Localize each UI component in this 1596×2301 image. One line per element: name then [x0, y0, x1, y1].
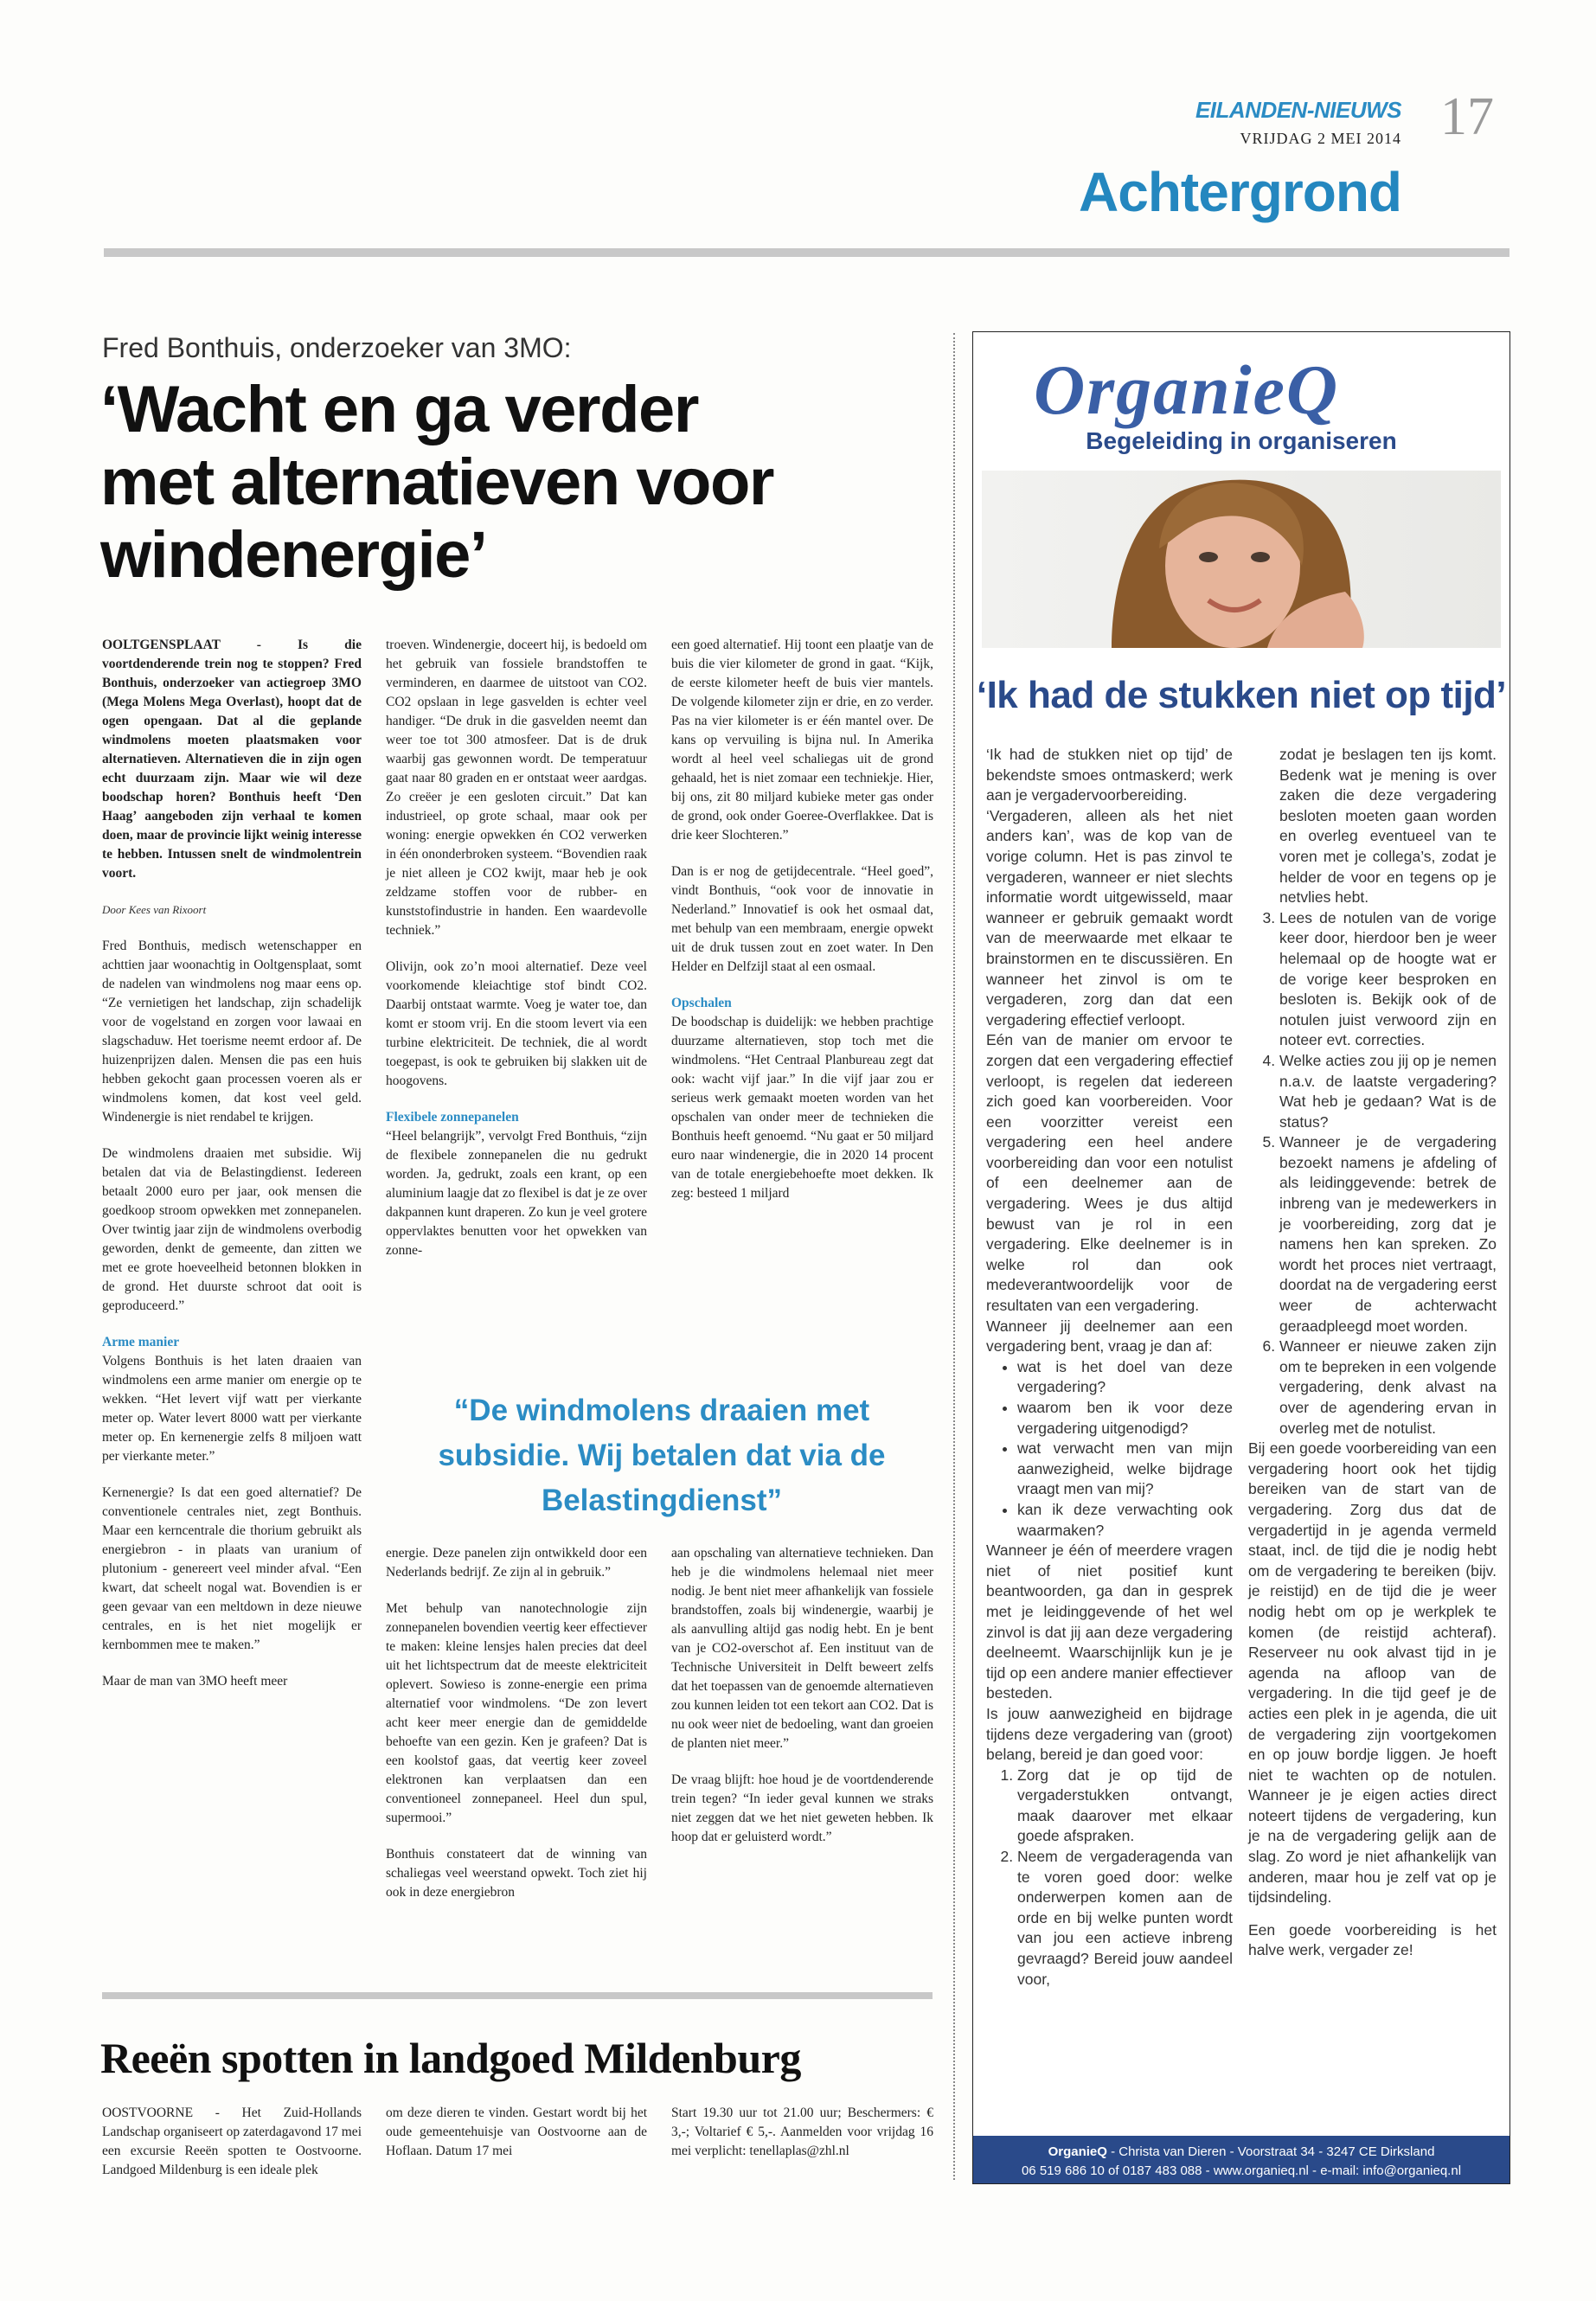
paragraph: De windmolens draaien met subsidie. Wij betalen dat via de Belastingdienst. Iedereen betaalt 2000 euro per jaar, ook mensen die goedkoop stroom opwekken met zonnepanelen. Over twintig jaar zijn de windmolens overbodig geworden, denkt de gemeente, dan zitten we met ee grote hoeveelheid betonnen blokken in de grond. Het duurste schroot dat ooit is geproduceerd.”: [102, 1146, 362, 1313]
paragraph: zodat je beslagen ten ijs komt. Bedenk wat je mening is over zaken die deze vergadering besloten moeten gaan worden en overleg eventueel van te voren met je collega’s, zodat je helder de voor en tegens op je netvlies hebt.: [1279, 746, 1497, 907]
article-column-3-continued: [671, 1544, 933, 1864]
article-kicker: Fred Bonthuis, onderzoeker van 3MO:: [102, 332, 572, 363]
advertisement: [972, 331, 1510, 2184]
paragraph: Wanneer je één of meerdere vragen niet of niet positief kunt beantwoorden, ga dan in gesprek met je leidinggevende of het wel zinvol is dat jij aan deze vergadering deelneemt. Waarschijnlijk kun je je tijd op een andere manier effectiever besteden.: [986, 1541, 1233, 1702]
portrait-photo: [982, 471, 1501, 648]
article2-headline: Reeën spotten in landgoed Mildenburg: [100, 2034, 801, 2082]
ad-column-right: [1248, 745, 1497, 1961]
list-item: 2. Neem de vergaderagenda van te voren goed door: welke onderwerpen komen aan de orde en bij welke punten wordt van jou een actieve inbreng gevraagd? Bereid jouw aandeel voor,: [1017, 1847, 1233, 1990]
page-number: 17: [1440, 87, 1494, 146]
ad-contact-line: [973, 2143, 1509, 2162]
article2-column-3: [671, 2104, 933, 2178]
list-item: 6. Wanneer er nieuwe zaken zijn om te bepreken in een volgende vergadering, denk alvast na over de agendering ervan in overleg met de notulist.: [1279, 1336, 1497, 1439]
paragraph: Bonthuis constateert dat de winning van schaliegas veel weerstand opwekt. Toch ziet hij ook in deze energiebron: [386, 1847, 647, 1900]
column-divider: [953, 333, 955, 2180]
headline-line: met alternatieven voor: [100, 445, 773, 519]
section-title: Achtergrond: [1079, 161, 1401, 223]
newspaper-brand: EILANDEN-NIEUWS: [1195, 97, 1401, 123]
paragraph: De boodschap is duidelijk: we hebben prachtige duurzame alternatieven, stop toch met die windmolens. “Het Centraal Planbureau zegt dat ook: wacht vijf jaar.” In die vijf jaar zou er serieus werk gemaakt moeten worden van het opschalen van onder meer de technieken die Bonthuis heeft genoemd. “Nu gaat er 50 miljard euro naar windenergie, die in 2020 14 procent van de totale energiebehoefte moet dekken. Ik zeg: besteed 1 miljard: [671, 1015, 933, 1201]
headline-line: windenergie’: [100, 518, 487, 592]
list-item: • wat is het doel van deze vergadering?: [1017, 1357, 1233, 1398]
paragraph: Is jouw aanwezigheid en bijdrage tijdens deze vergadering van (groot) belang, bereid je dan goed voor:: [986, 1704, 1233, 1764]
ad-company-name: OrganieQ: [1048, 2144, 1107, 2159]
paragraph: ‘Vergaderen, alleen als het niet anders kan’, was de kop van de vorige column. Het is pas zinvol te vergaderen, wanneer er niet slechts informatie wordt uitgewisseld, maar wanneer er gebruik gemaakt wordt van de meerwaarde met elkaar te brainstormen en te discussiëren. En wanneer het zinvol is om te vergaderen, zorg dan dat een vergadering effectief verloopt.: [986, 806, 1233, 1029]
article-column-2: [386, 636, 647, 1278]
article-column-2-continued: [386, 1544, 647, 1920]
ad-column-left: [986, 745, 1233, 1990]
article-divider-bar: [102, 1992, 933, 1999]
list-item: 3. Lees de notulen van de vorige keer door, hierdoor ben je weer helemaal op de hoogte wat er de vorige keer besproken en besloten is. Bekijk ook of de notulen juist verwoord zijn en noteer evt. correcties.: [1279, 908, 1497, 1051]
paragraph: Start 19.30 uur tot 21.00 uur; Beschermers: € 3,-; Voltarief € 5,-. Aanmelden voor vrijdag 16 mei verplicht: tenellaplas@zhl.nl: [671, 2106, 933, 2158]
ad-address: - Christa van Dieren - Voorstraat 34 - 3247 CE Dirksland: [1106, 2144, 1435, 2159]
paragraph: OOSTVOORNE - Het Zuid-Hollands Landschap organiseert op zaterdagavond 17 mei een excursie Reeën spotten te Oostvoorne. Landgoed Mildenburg is een ideale plek: [102, 2106, 362, 2177]
list-item: • kan ik deze verwachting ook waarmaken?: [1017, 1500, 1233, 1541]
paragraph: Dan is er nog de getijdecentrale. “Heel goed”, vindt Bonthuis, “ook voor de innovatie in Nederland.” Innovatief is ook het osmaal dat, met behulp van een membraam, energie opwekt uit de druk tussen zout en zoet water. In Den Helder en Delfzijl staat al een osmaal.: [671, 864, 933, 974]
list-item: 5. Wanneer je de vergadering bezoekt namens je afdeling of als leidinggevende: betrek de inbreng van je medewerkers in je voorbereiding, zorg dat je namens hen kan spreken. Zo wordt het proces niet vertraagt, doordat na de vergadering eerst weer de achterwacht geraadpleegd moet worden.: [1279, 1132, 1497, 1336]
headline-line: ‘Wacht en ga verder: [100, 373, 698, 446]
paragraph: De vraag blijft: hoe houd je de voortdenderende trein tegen? “In ieder geval kunnen we straks niet zeggen dat we het niet geweten hebben. Ik hoop dat er geluisterd wordt.”: [671, 1772, 933, 1844]
subheading: Flexibele zonnepanelen: [386, 1110, 519, 1125]
article-column-1: [102, 636, 362, 1708]
subheading: Arme manier: [102, 1335, 180, 1349]
article-column-3: [671, 636, 933, 1221]
list-item: 1. Zorg dat je op tijd de vergaderstukken ontvangt, maak daarover met elkaar goede afspraken.: [1017, 1766, 1233, 1847]
paragraph: Een goede voorbereiding is het halve werk, vergader ze!: [1248, 1920, 1497, 1959]
article2-column-1: [102, 2104, 362, 2197]
paragraph: Olivijn, ook zo’n mooi alternatief. Deze veel voorkomende kleiachtige stof bindt CO2. Daarbij ontstaat warmte. Voeg je water toe, dan komt er stoom vrij. En die stoom levert via een turbine elektriciteit. De techniek, die al wordt toegepast, is ook te gebruiken bij slakken uit de hoogovens.: [386, 959, 647, 1088]
paragraph: Met behulp van nanotechnologie zijn zonnepanelen bovendien veertig keer effectiever te maken: kleine lensjes halen precies dat deel uit het lichtspectrum dat de meeste elektriciteit oplevert. Sowieso is zonne-energie een prima alternatief voor windmolens. “De zon levert acht keer meer energie dan de gemiddelde behoefte van een gezin. Ken je grafeen? Dat is een koolstof gaas, dat veertig keer zoveel elektronen kan verplaatsen dan een conventioneel zonnepaneel. Heel dun spul, supermooi.”: [386, 1601, 647, 1825]
issue-date: VRIJDAG 2 MEI 2014: [1240, 130, 1401, 147]
paragraph: Bij een goede voorbereiding van een vergadering hoort ook het tijdig bereiken van de start van de vergadering. Zorg dus dat de vergadertijd in je agenda vermeld staat, incl. de tijd die je nodig hebt om de vergadering te bereiken (bijv. je reistijd) en de tijd die je weer nodig hebt om op je werkplek te komen (de reistijd achteraf). Reserveer nu ook alvast tijd in je agenda na afloop van de vergadering. In die tijd geef je de acties een plek in je agenda, die uit de vergadering zijn voortgekomen en op jouw bordje liggen. Je hoeft niet te wachten op de notulen. Wanneer je je eigen acties direct noteert tijdens de vergadering, kun je na de vergadering gelijk aan de slag. Zo word je niet afhankelijk van anderen, maar hou je zelf vat op je tijdsindeling.: [1248, 1439, 1497, 1907]
paragraph: Fred Bonthuis, medisch wetenschapper en achttien jaar woonachtig in Ooltgensplaat, somt de nadelen van windmolens nog maar eens op. “Ze vernietigen het landschap, zijn schadelijk voor de vogelstand en zorgen voor lawaai en slagschaduw. Het toerisme neemt erdoor af. De huizenprijzen dalen. Mensen die pas een huis hebben gekocht gaan processen voeren als er windmolens komen, dat kost veel geld. Windenergie is niet rendabel te krijgen.: [102, 939, 362, 1125]
subheading: Opschalen: [671, 996, 732, 1010]
paragraph: energie. Deze panelen zijn ontwikkeld door een Nederlands bedrijf. Ze zijn al in gebruik.”: [386, 1546, 647, 1580]
paragraph: Eén van de manier om ervoor te zorgen dat een vergadering effectief verloopt, is regelen dat iedereen zich goed kan voorbereiden. Voor een voorzitter vereist een vergadering een heel andere voorbereiding dan voor een notulist of een deelnemer aan de vergadering. Wees je dus altijd bewust van je rol in een vergadering. Elke deelnemer is in welke rol dan ook medeverantwoordelijk voor de resultaten van een vergadering.: [986, 1031, 1233, 1315]
pull-quote: “De windmolens draaien met subsidie. Wij betalen dat via de Belastingdienst”: [438, 1394, 886, 1517]
paragraph: Volgens Bonthuis is het laten draaien van windmolens een arme manier om energie op te wekken. “Het levert vijf watt per vierkante meter op. Water levert 8000 watt per vierkante meter op. En kernenergie zelfs 8 miljoen watt per vierkante meter.”: [102, 1354, 362, 1464]
article-lead: OOLTGENSPLAAT - Is die voortdenderende trein nog te stoppen? Fred Bonthuis, onderzoeker van actiegroep 3MO (Mega Molens Mega Overlast), hoopt dat de ogen opengaan. Dat al die geplande windmolens moeten plaatsmaken voor alternatieven. Alternatieven die in zijn ogen echt duurzaam zijn. Maar wie wil deze boodschap horen? Bonthuis heeft ‘Den Haag’ aangeboden zijn verhaal te komen doen, maar de provincie lijkt weinig interesse te hebben. Intussen snelt de windmolentrein voort.: [102, 638, 362, 881]
logo-tagline: Begeleiding in organiseren: [1086, 427, 1397, 454]
list-item: • wat verwacht men van mijn aanwezigheid, welke bijdrage vraagt men van mij?: [1017, 1439, 1233, 1500]
paragraph: Wanneer jij deelnemer aan een vergadering bent, vraag je dan af:: [986, 1317, 1233, 1356]
paragraph: aan opschaling van alternatieve technieken. Dan heb je die windmolens helemaal niet meer nodig. Je bent niet meer afhankelijk van fossiele brandstoffen, zoals bij windenergie, waarbij je als aanvulling altijd gas nodig hebt. En je bent van je CO2-overschot af. Een instituut van de Technische Universiteit in Delft beweert zelfs dat het toepassen van de genoemde alternatieven zou kunnen leiden tot een tekort aan CO2. Dat is nu ook weer niet de bedoeling, want dan groeien de planten niet meer.”: [671, 1546, 933, 1751]
paragraph: ‘Ik had de stukken niet op tijd’ de bekendste smoes ontmaskerd; werk aan je vergadervoorbereiding.: [986, 746, 1233, 804]
ad-headline: ‘Ik had de stukken niet op tijd’: [976, 674, 1507, 716]
paragraph: Maar de man van 3MO heeft meer: [102, 1674, 288, 1689]
paragraph: “Heel belangrijk”, vervolgt Fred Bonthuis, “zijn de flexibele zonnepanelen die nu gedrukt worden. Ja, gedrukt, zoals een krant, op een aluminium laagje dat zo flexibel is dat je ze over dakpannen kunt draperen. Zo kun je veel grotere oppervlaktes benutten voor het opwekken van zonne-: [386, 1129, 647, 1258]
paragraph: Kernenergie? Is dat een goed alternatief? De conventionele centrales niet, zegt Bonthuis. Maar een kerncentrale die thorium gebruikt als energiebron - in plaats van uranium of plutonium - genereert veel minder afval. “Een kwart, dat scheelt nogal wat. Bovendien is er geen gevaar van een meltdown in deze nieuwe centrales, en is het niet mogelijk er kernbommen mee te maken.”: [102, 1485, 362, 1652]
list-item: • waarom ben ik voor deze vergadering uitgenodigd?: [1017, 1398, 1233, 1439]
paragraph: om deze dieren te vinden. Gestart wordt bij het oude gemeentehuisje van Oostvoorne aan de Hoflaan. Datum 17 mei: [386, 2106, 647, 2158]
organieq-logo: OrganieQ: [1034, 350, 1340, 429]
top-divider-bar: [104, 248, 1509, 257]
article2-column-2: [386, 2104, 647, 2178]
ad-footer: [973, 2136, 1509, 2184]
byline: Door Kees van Rixoort: [102, 903, 207, 916]
paragraph: troeven. Windenergie, doceert hij, is bedoeld om het gebruik van fossiele brandstoffen te verminderen, en daarmee de uitstoot van CO2. CO2 opslaan in lege gasvelden is echter veel handiger. “De druk in die gasvelden neemt dan weer toe tot 300 atmosfeer. Dat is de druk waarbij gas gewonnen wordt. De temperatuur gaat naar 80 graden en er ontstaat weer aardgas. Zo creëer je een gesloten circuit.” Dat kan industrieel, op grote schaal, maar ook per woning: energie opwekken én CO2 verwerken in één ononderbroken systeem. “Bovendien raak je niet alleen je CO2 kwijt, maar heb je ook zeldzame stoffen voor de rubber- en kunststofindustrie in handen. Een waardevolle techniek.”: [386, 638, 647, 938]
paragraph: een goed alternatief. Hij toont een plaatje van de buis die vier kilometer de grond in gaat. “Kijk, de eerste kilometer heeft de buis vier mantels. De volgende kilometer zijn er drie, en zo verder. Pas na vier kilometer is er één mantel over. De kans op vervuiling is bijna nul. In Amerika wordt al heel veel schaliegas uit de grond gehaald, het is niet zomaar een techniekje. Hier, bij ons, zit 80 miljard kubieke meter gas onder de grond, ook onder Goeree-Overflakkee. Dat is drie keer Slochteren.”: [671, 638, 933, 843]
list-item: 4. Welke acties zou jij op je nemen n.a.v. de laatste vergadering? Wat heb je gedaan? Wat is de status?: [1279, 1051, 1497, 1132]
ad-contact-details: 06 519 686 10 of 0187 483 088 - www.organieq.nl - e-mail: info@organieq.nl: [1021, 2163, 1462, 2178]
article-headline: [100, 374, 879, 592]
